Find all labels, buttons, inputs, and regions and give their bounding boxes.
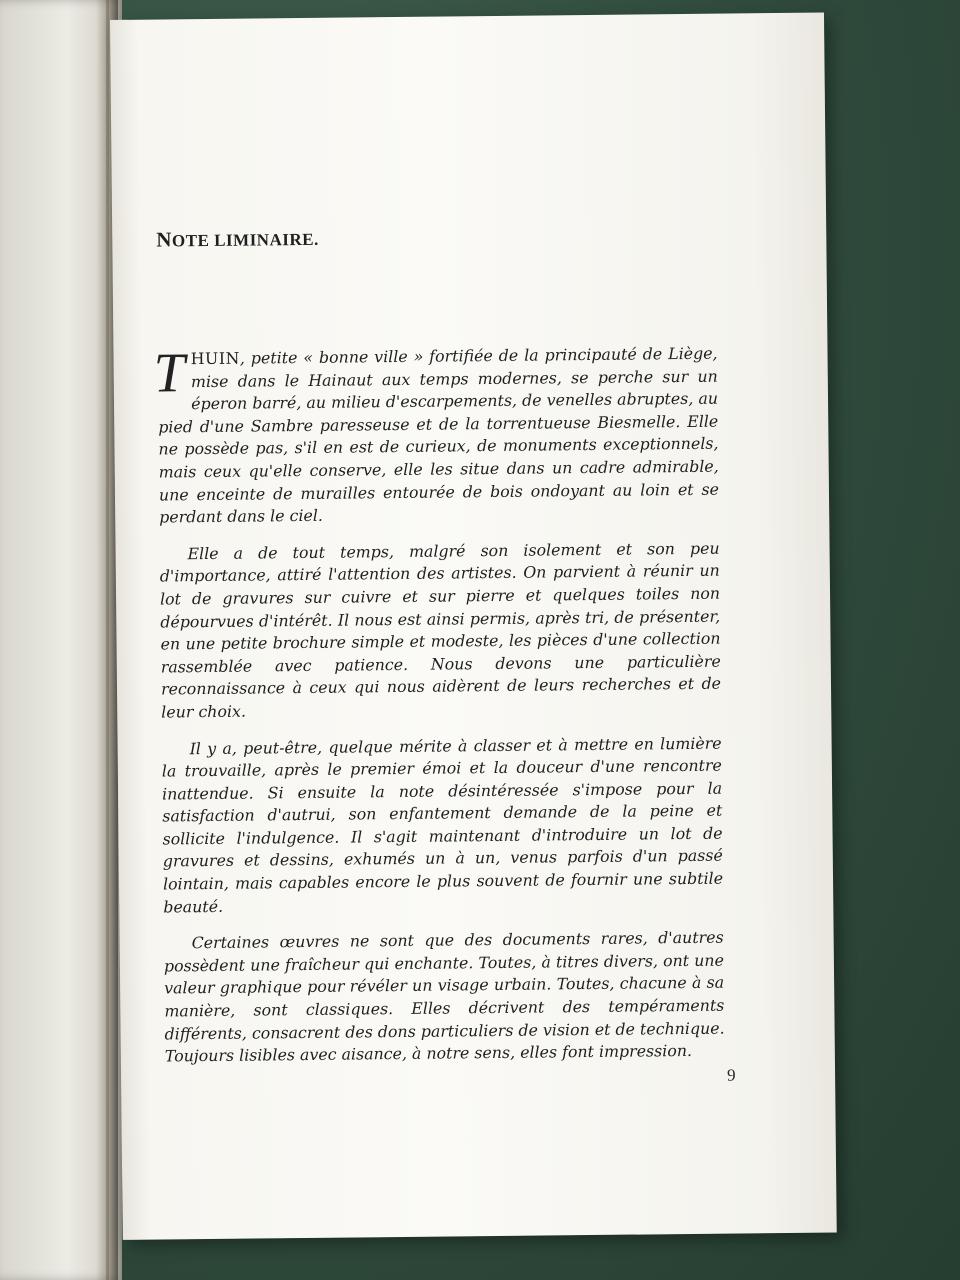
right-page [110,13,837,1240]
paragraph-4: Certaines œuvres ne sont que des documents rares, d'autres possèdent une fraîcheur qui enchante. Toutes, à titres divers, ont une valeur graphique pour révéler un visage urbain. Toutes, chacune à sa manière, sont classiques. Elles décrivent des tempéraments différents, consacrent des dons particuliers de vision et de technique. Toujours lisibles avec aisance, à notre sens, elles font impression. [163,927,725,1066]
heading-first-letter: N [156,227,173,252]
paragraph-3: Il y a, peut-être, quelque mérite à classer et à mettre en lumière la trouvaille, après le premier émoi et la douceur d'une rencontre inattendue. Si ensuite la note désintéressée s'impose pour la satisfaction d'autrui, son enfantement demande de la peine et sollicite l'indulgence. Il s'agit maintenant d'introduire un lot de gravures et dessins, exhumés un à un, venus parfois d'un passé lointain, mais capables encore le plus souvent de fournir une subtile beauté. [161,733,724,917]
paragraph-1-text: , petite « bonne ville » fortifiée de la principauté de Liège, mise dans le Hainaut aux temps modernes, se perche sur un éperon barré, au milieu d'escarpements, de venelles abruptes, au pied d'une Sambre paresseuse et de la torrentueuse Biesmelle. Elle ne possède pas, s'il en est de curieux, de monuments exceptionnels, mais ceux qu'elle conserve, elle les situe dans un cadre admirable, une enceinte de murailles entourée de bois ondoyant au loin et se perdant dans le ciel. [158,343,720,527]
page-heading [156,222,716,253]
paragraph-1-caps: HUIN [190,348,240,369]
paragraph-1 [153,342,720,530]
paragraph-2: Elle a de tout temps, malgré son isolement et son peu d'importance, attiré l'attention des artistes. On parvient à réunir un lot de gravures sur cuivre et sur pierre et quelques toiles non dépourvues d'intérêt. Il nous est ainsi permis, après tri, de présenter, en une petite brochure simple et modeste, les pièces d'une collection rassemblée avec patience. Nous devons une particulière reconnaissance à ceux qui nous aidèrent de leurs recherches et de leur choix. [159,538,722,722]
page-content [153,222,725,1083]
heading-rest: OTE LIMINAIRE. [171,229,319,251]
book-spine [106,0,109,1280]
page-number: 9 [726,1065,736,1085]
drop-cap: T [153,342,186,405]
